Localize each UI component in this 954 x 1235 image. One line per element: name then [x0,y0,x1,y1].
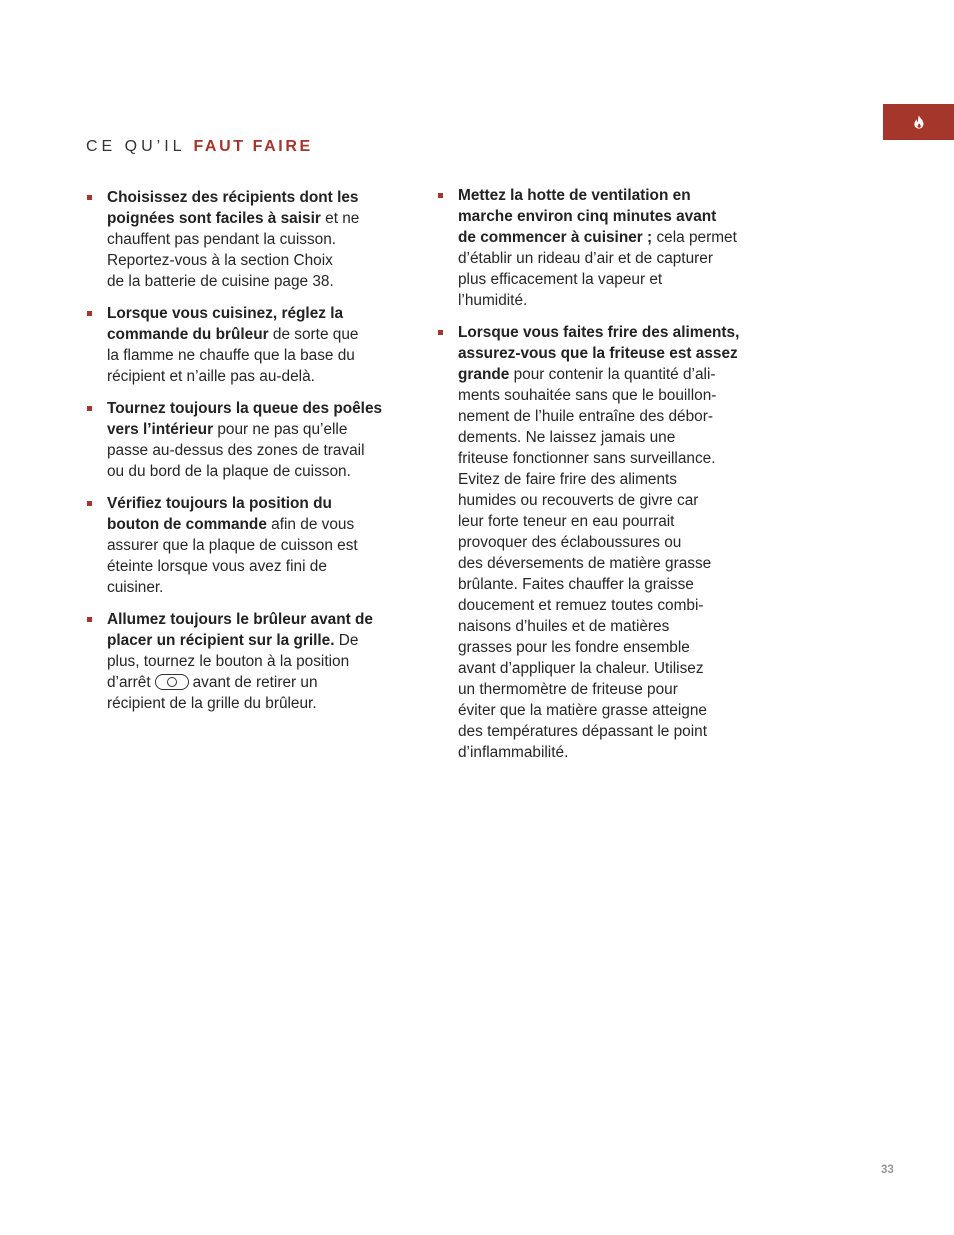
body-text: des températures dépassant le point [458,723,707,740]
text-line [107,419,404,440]
text-line [458,742,763,763]
bullet-item [437,322,763,763]
body-text: d’inflammabilité. [458,744,569,761]
bold-text: Mettez la hotte de ventilation en [458,187,691,204]
body-text: plus, tournez le bouton à la position [107,653,350,670]
body-text: passe au-dessus des zones de travail [107,442,365,459]
page-number: 33 [881,1164,894,1176]
bullet-marker [87,406,92,411]
body-text: naisons d’huiles et de matières [458,618,670,635]
text-line [458,448,763,469]
body-text: d’arrêt [107,674,151,691]
body-text: avant de retirer un [192,674,318,691]
bold-text: marche environ cinq minutes avant [458,208,717,225]
body-text: friteuse fonctionner sans surveillance. [458,450,716,467]
bold-text: de commencer à cuisiner ; [458,229,653,246]
body-text: éviter que la matière grasse atteigne [458,702,707,719]
bold-text: bouton de commande [107,516,267,533]
bullet-item [86,303,404,387]
text-line [458,364,763,385]
body-text: pour contenir la quantité d’ali- [509,366,716,383]
body-text: leur forte teneur en eau pourrait [458,513,675,530]
text-line [107,271,404,292]
text-line [458,322,763,343]
body-text: pour ne pas qu’elle [213,421,348,438]
bullet-item [86,493,404,598]
bold-text: commande du brûleur [107,326,269,343]
text-line [458,679,763,700]
bold-text: Lorsque vous cuisinez, réglez la [107,305,344,322]
text-line [458,206,763,227]
body-text: chauffent pas pendant la cuisson. [107,231,337,248]
body-text: grasses pour les fondre ensemble [458,639,690,656]
text-line [107,514,404,535]
text-line [458,185,763,206]
text-line [107,250,404,271]
text-line [107,461,404,482]
text-line [458,490,763,511]
text-line [107,630,404,651]
bullet-marker [438,330,443,335]
text-line [107,324,404,345]
body-text: des déversements de matière grasse [458,555,712,572]
body-text: provoquer des éclaboussures ou [458,534,682,551]
body-text: ou du bord de la plaque de cuisson. [107,463,351,480]
text-line [458,616,763,637]
bold-text: Choisissez des récipients dont les [107,189,359,206]
body-text: Reportez-vous à la section Choix [107,252,333,269]
text-line [458,511,763,532]
text-line [107,187,404,208]
body-text: afin de vous [266,516,355,533]
bullet-item [86,187,404,292]
text-line [458,343,763,364]
body-text: de sorte que [268,326,359,343]
body-text: De [334,632,359,649]
bold-text: grande [458,366,510,383]
body-text: l’humidité. [458,292,528,309]
bullet-marker [87,195,92,200]
right-column [437,185,763,774]
bold-text: placer un récipient sur la grille. [107,632,335,649]
body-text: de la batterie de cuisine page 38. [107,273,334,290]
bold-text: assurez-vous que la friteuse est assez [458,345,738,362]
bullet-marker [87,501,92,506]
off-position-icon [155,674,189,690]
text-line [458,700,763,721]
bold-text: vers l’intérieur [107,421,214,438]
text-line [107,609,404,630]
section-heading [86,138,313,156]
body-text: plus efficacement la vapeur et [458,271,663,288]
text-line [458,248,763,269]
body-text: éteinte lorsque vous avez fini de [107,558,327,575]
text-line [458,269,763,290]
heading-prefix: CE QU’IL [86,138,185,155]
text-line [107,535,404,556]
text-line [107,493,404,514]
text-line [107,229,404,250]
left-column [86,187,404,725]
text-line [458,469,763,490]
body-text: humides ou recouverts de givre car [458,492,699,509]
body-text: récipient de la grille du brûleur. [107,695,317,712]
heading-accent: FAUT FAIRE [193,138,313,155]
text-line [107,651,404,672]
body-text: cuisiner. [107,579,164,596]
body-text: Evitez de faire frire des aliments [458,471,677,488]
flame-icon [913,115,925,129]
text-line [458,290,763,311]
bullet-marker [87,617,92,622]
bold-text: Vérifiez toujours la position du [107,495,332,512]
body-text: cela permet [652,229,737,246]
text-line [458,658,763,679]
text-line [458,406,763,427]
text-line [458,574,763,595]
bullet-marker [438,193,443,198]
bullet-item [437,185,763,311]
text-line [458,532,763,553]
text-line [458,595,763,616]
bold-text: Tournez toujours la queue des poêles [107,400,383,417]
text-line [458,721,763,742]
body-text: récipient et n’aille pas au-delà. [107,368,315,385]
text-line [458,385,763,406]
text-line [107,556,404,577]
body-text: ments souhaitée sans que le bouillon- [458,387,717,404]
text-line [458,553,763,574]
bullet-item [86,609,404,714]
section-tab [883,104,954,140]
body-text: doucement et remuez toutes combi- [458,597,704,614]
text-line [107,366,404,387]
text-line [107,440,404,461]
body-text: assurer que la plaque de cuisson est [107,537,358,554]
text-line [107,303,404,324]
text-line [107,208,404,229]
text-line [107,398,404,419]
bold-text: Lorsque vous faites frire des aliments, [458,324,740,341]
body-text: et ne [320,210,360,227]
text-line [458,637,763,658]
text-line [458,227,763,248]
bold-text: poignées sont faciles à saisir [107,210,321,227]
body-text: un thermomètre de friteuse pour [458,681,678,698]
body-text: nement de l’huile entraîne des débor- [458,408,713,425]
bold-text: Allumez toujours le brûleur avant de [107,611,373,628]
body-text: d’établir un rideau d’air et de capturer [458,250,713,267]
bullet-marker [87,311,92,316]
text-line [107,345,404,366]
body-text: avant d’appliquer la chaleur. Utilisez [458,660,704,677]
text-line [107,672,404,693]
body-text: la flamme ne chauffe que la base du [107,347,355,364]
text-line [458,427,763,448]
text-line [107,577,404,598]
text-line [107,693,404,714]
body-text: brûlante. Faites chauffer la graisse [458,576,694,593]
body-text: dements. Ne laissez jamais une [458,429,676,446]
bullet-item [86,398,404,482]
